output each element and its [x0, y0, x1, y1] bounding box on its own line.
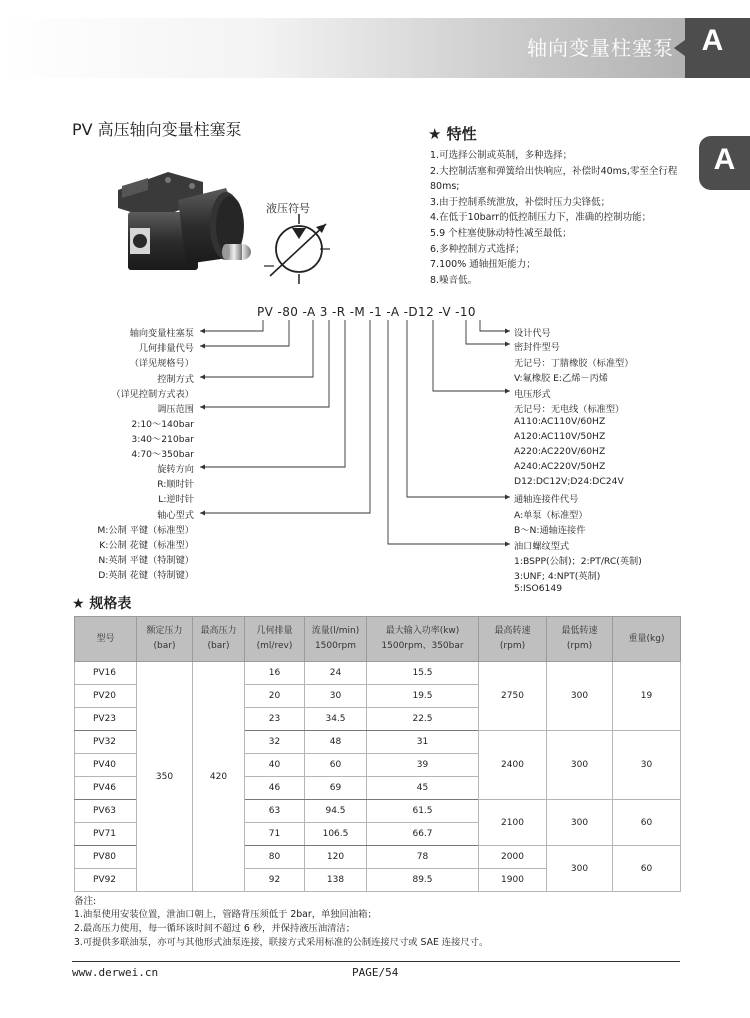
cell-power: 66.7: [367, 823, 479, 846]
cell-weight: 19: [613, 662, 681, 731]
cell-max-speed: 2750: [479, 662, 547, 731]
cell-disp: 23: [245, 708, 305, 731]
cell-model: PV92: [75, 869, 137, 892]
feature-item: 2.大控制活塞和弹簧给出快响应，补偿时40ms,零至全行程 80ms;: [430, 165, 678, 193]
code-label-right: 密封件型号: [514, 342, 560, 353]
code-label-left: 几何排量代号: [138, 343, 194, 354]
feature-item: 6.多种控制方式选择；: [430, 243, 525, 255]
notes-title: 备注:: [74, 896, 97, 907]
cell-disp: 80: [245, 846, 305, 869]
code-label-left: （详见控制方式表）: [111, 389, 194, 400]
cell-flow: 69: [305, 777, 367, 800]
cell-weight: 30: [613, 731, 681, 800]
code-label-right: A240:AC220V/50HZ: [514, 461, 606, 472]
cell-disp: 40: [245, 754, 305, 777]
header-title: 轴向变量柱塞泵: [527, 36, 674, 60]
footer-divider: [72, 961, 680, 962]
code-label-left: 2:10～140bar: [131, 419, 194, 430]
note-item: 2.最高压力使用，每一循环该时间不超过 6 秒，并保持液压油清洁；: [74, 923, 356, 935]
feature-item: 1.可选择公制或英制，多种选择；: [430, 150, 573, 161]
code-label-right: 油口螺纹型式: [514, 541, 570, 552]
cell-flow: 106.5: [305, 823, 367, 846]
feature-item: 7.100% 通轴扭矩能力；: [430, 259, 536, 271]
col-header: 最高压力 (bar): [193, 617, 245, 662]
code-label-left: 轴心型式: [157, 510, 194, 521]
col-header: 最低转速 (rpm): [547, 617, 613, 662]
spec-title: ★ 规格表: [72, 596, 132, 612]
page-title: PV 高压轴向变量柱塞泵: [72, 120, 242, 139]
cell-power: 31: [367, 731, 479, 754]
section-letter: A: [701, 24, 724, 57]
model-code: PV -80 -A 3 -R -M -1 -A -D12 -V -10: [257, 305, 476, 319]
code-label-left: K:公制 花键（标准型）: [99, 540, 194, 551]
cell-model: PV23: [75, 708, 137, 731]
col-header: 最大输入功率(kw) 1500rpm、350bar: [367, 617, 479, 662]
cell-power: 89.5: [367, 869, 479, 892]
code-label-left: 旋转方向: [157, 464, 194, 475]
col-header: 额定压力 (bar): [137, 617, 193, 662]
code-label-right: B～N:通轴连接件: [514, 525, 586, 536]
feature-item: 3.由于控制系统泄放，补偿时压力尖锋低；: [430, 196, 611, 208]
code-label-right: A120:AC110V/50HZ: [514, 431, 606, 442]
code-label-left: 调压范围: [157, 404, 194, 415]
cell-flow: 60: [305, 754, 367, 777]
code-label-right: 电压形式: [514, 389, 551, 400]
note-item: 1.油泵使用安装位置，泄油口朝上，管路背压须低于 2bar，单独回油箱；: [74, 909, 377, 920]
code-label-right: A220:AC220V/60HZ: [514, 446, 606, 457]
code-label-left: D:英制 花键（特制键）: [98, 570, 194, 581]
cell-max-speed: 2100: [479, 800, 547, 846]
note-item: 3.可提供多联油泵，亦可与其他形式油泵连接，联接方式采用标准的公制连接尺寸或 SAE 连接尺寸。: [74, 937, 489, 949]
cell-max-speed: 1900: [479, 869, 547, 892]
cell-power: 39: [367, 754, 479, 777]
page-number: PAGE/54: [352, 966, 399, 979]
cell-max-speed: 2400: [479, 731, 547, 800]
side-tab-letter: A: [713, 143, 736, 176]
code-label-right: A:单泵（标准型）: [514, 510, 588, 521]
cell-flow: 30: [305, 685, 367, 708]
cell-disp: 63: [245, 800, 305, 823]
cell-flow: 34.5: [305, 708, 367, 731]
cell-weight: 60: [613, 846, 681, 892]
features-title: ★ 特性: [428, 125, 477, 143]
cell-disp: 20: [245, 685, 305, 708]
notes-list: [74, 908, 488, 951]
col-header: 流量(l/min) 1500rpm: [305, 617, 367, 662]
cell-model: PV40: [75, 754, 137, 777]
cell-power: 78: [367, 846, 479, 869]
cell-flow: 24: [305, 662, 367, 685]
cell-max-speed: 2000: [479, 846, 547, 869]
code-label-left: （详见规格号）: [129, 358, 194, 369]
feature-item: 4.在低于10barr的低控制压力下，准确的控制功能；: [430, 212, 652, 224]
cell-flow: 138: [305, 869, 367, 892]
cell-model: PV71: [75, 823, 137, 846]
code-label-left: 3:40～210bar: [131, 434, 194, 445]
cell-model: PV20: [75, 685, 137, 708]
cell-power: 22.5: [367, 708, 479, 731]
code-label-left: L:逆时针: [158, 494, 194, 505]
col-header: 几何排量 (ml/rev): [245, 617, 305, 662]
cell-model: PV63: [75, 800, 137, 823]
cell-min-speed: 300: [547, 731, 613, 800]
code-label-right: A110:AC110V/60HZ: [514, 416, 606, 427]
cell-rated-pressure: 350: [137, 662, 193, 892]
code-label-right: 1:BSPP(公制)；2:PT/RC(英制): [514, 556, 642, 567]
col-header: 最高转速 (rpm): [479, 617, 547, 662]
code-label-right: 5:ISO6149: [514, 583, 563, 594]
code-label-left: 轴向变量柱塞泵: [129, 328, 194, 339]
cell-disp: 46: [245, 777, 305, 800]
cell-model: PV16: [75, 662, 137, 685]
table-row: [75, 662, 681, 685]
code-label-right: 设计代号: [514, 328, 551, 339]
cell-min-speed: 300: [547, 662, 613, 731]
cell-model: PV32: [75, 731, 137, 754]
code-label-right: 通轴连接件代号: [514, 494, 579, 505]
col-header: 重量(kg): [613, 617, 681, 662]
cell-power: 19.5: [367, 685, 479, 708]
code-label-right: 无记号：无电线（标准型）: [514, 404, 625, 415]
cell-model: PV46: [75, 777, 137, 800]
cell-disp: 32: [245, 731, 305, 754]
code-label-left: 4:70～350bar: [131, 449, 194, 460]
table-header-row: [75, 617, 681, 662]
cell-flow: 120: [305, 846, 367, 869]
cell-power: 61.5: [367, 800, 479, 823]
cell-max-pressure: 420: [193, 662, 245, 892]
feature-item: 5.9 个柱塞使脉动特性减至最低；: [430, 227, 572, 239]
code-label-right: 无记号：丁腈橡胶（标准型）: [514, 358, 634, 369]
code-label-right: V:氟橡胶 E:乙烯－丙烯: [514, 373, 608, 384]
cell-weight: 60: [613, 800, 681, 846]
code-label-left: 控制方式: [157, 374, 194, 385]
cell-model: PV80: [75, 846, 137, 869]
cell-disp: 16: [245, 662, 305, 685]
code-label-left: M:公制 平键（标准型）: [97, 525, 194, 536]
code-label-left: R:顺时针: [157, 479, 194, 490]
code-label-right: D12:DC12V;D24:DC24V: [514, 476, 624, 487]
spec-table: [74, 616, 681, 892]
code-label-left: N:英制 平键（特制键）: [98, 555, 194, 566]
footer-url[interactable]: www.derwei.cn: [72, 966, 159, 979]
col-header: 型号: [75, 617, 137, 662]
cell-power: 15.5: [367, 662, 479, 685]
cell-power: 45: [367, 777, 479, 800]
code-label-right: 3:UNF; 4:NPT(英制): [514, 571, 601, 582]
symbol-label: 液压符号: [266, 202, 310, 215]
feature-item: 8.噪音低。: [430, 274, 478, 286]
cell-min-speed: 300: [547, 846, 613, 892]
cell-flow: 94.5: [305, 800, 367, 823]
cell-min-speed: 300: [547, 800, 613, 846]
cell-disp: 92: [245, 869, 305, 892]
cell-flow: 48: [305, 731, 367, 754]
cell-disp: 71: [245, 823, 305, 846]
